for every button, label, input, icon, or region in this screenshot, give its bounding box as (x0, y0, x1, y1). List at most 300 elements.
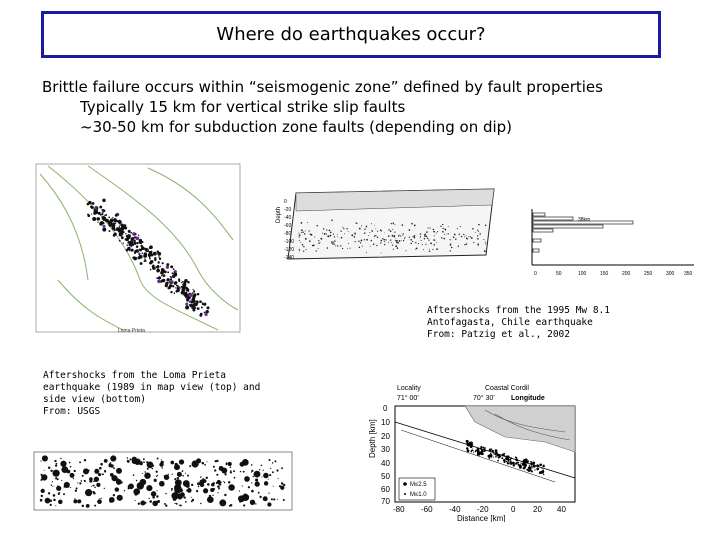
event-dot (226, 462, 228, 464)
event-dot (324, 233, 326, 235)
event-dot (255, 503, 257, 505)
loma-prieta-map-figure (28, 160, 246, 338)
section-y-label: Depth [km] (368, 419, 377, 458)
legend-entry: M≤1.0 (410, 492, 427, 498)
event-dot (55, 464, 57, 466)
event-dot (172, 272, 174, 274)
event-dot (187, 475, 189, 477)
event-dot (136, 245, 139, 248)
event-dot (214, 469, 216, 471)
event-dot (63, 493, 65, 495)
y-tick: 50 (381, 472, 390, 481)
event-dot (144, 471, 146, 473)
event-dot (477, 453, 480, 456)
event-dot (102, 199, 105, 202)
event-dot (393, 249, 394, 250)
event-dot (420, 233, 421, 234)
event-dot (433, 229, 435, 231)
event-dot (263, 470, 264, 471)
event-dot (263, 496, 268, 501)
caption-line: Antofagasta, Chile earthquake (427, 317, 593, 328)
event-dot (357, 223, 358, 224)
event-dot (179, 459, 184, 464)
event-dot (61, 466, 68, 473)
event-dot (394, 237, 395, 238)
event-dot (74, 470, 76, 472)
event-dot (251, 482, 252, 483)
event-dot (404, 237, 405, 238)
event-dot (337, 245, 338, 246)
event-dot (311, 234, 313, 236)
event-dot (79, 482, 81, 484)
loma-prieta-side-view-figure (28, 448, 298, 518)
loma-map-svg (28, 160, 246, 338)
event-dot (48, 492, 50, 494)
event-dot (238, 495, 245, 502)
event-dot (216, 460, 218, 462)
event-dot (453, 236, 455, 238)
event-dot (206, 306, 209, 309)
event-dot (543, 465, 545, 467)
event-dot (119, 240, 121, 242)
event-dot (436, 248, 438, 250)
event-dot (400, 236, 401, 237)
event-dot (450, 250, 451, 251)
event-dot (56, 463, 58, 465)
event-dot (181, 286, 183, 288)
event-dot (426, 231, 428, 233)
event-dot (507, 462, 509, 464)
event-dot (128, 485, 132, 489)
event-dot (470, 445, 473, 448)
event-dot (429, 251, 430, 252)
event-dot (172, 285, 174, 287)
caption-line: From: Patzig et al., 2002 (427, 329, 570, 340)
event-dot (48, 466, 50, 468)
event-dot (382, 238, 383, 239)
event-dot (394, 235, 395, 236)
lon-right-label: 70° 30' (473, 395, 495, 402)
event-dot (228, 481, 230, 483)
event-dot (102, 211, 104, 213)
legend-entry: M≤2.5 (410, 482, 427, 488)
event-dot (122, 242, 124, 244)
event-dot (182, 470, 184, 472)
event-dot (306, 249, 307, 250)
event-dot (424, 234, 425, 235)
depth-tick: -100 (284, 239, 295, 245)
event-dot (485, 224, 487, 226)
lon-left-label: 71° 00' (397, 395, 419, 402)
event-dot (130, 246, 132, 248)
caption-line: Aftershocks from the 1995 Mw 8.1 (427, 305, 611, 316)
depth-tick: -60 (284, 223, 292, 229)
event-dot (409, 229, 411, 231)
event-dot (281, 482, 283, 484)
event-dot (531, 466, 532, 467)
event-dot (371, 240, 373, 242)
event-dot (481, 452, 483, 454)
event-dot (98, 473, 101, 476)
event-dot (503, 460, 505, 462)
event-dot (101, 209, 102, 210)
event-dot (186, 294, 187, 295)
event-dot (317, 225, 318, 226)
event-dot (94, 487, 96, 489)
event-dot (131, 249, 134, 252)
event-dot (192, 289, 193, 290)
event-dot (273, 498, 275, 500)
event-dot (183, 496, 185, 498)
event-dot (507, 460, 509, 462)
event-dot (410, 239, 412, 241)
event-dot (416, 247, 418, 249)
event-dot (383, 239, 385, 241)
chile-cross-section-figure (365, 382, 581, 522)
event-dot (531, 470, 533, 472)
event-dot (119, 226, 121, 228)
event-dot (105, 214, 107, 216)
event-dot (96, 217, 100, 221)
event-dot (434, 240, 435, 241)
event-dot (261, 465, 263, 467)
event-dot (299, 250, 300, 251)
event-dot (473, 242, 474, 243)
event-dot (279, 485, 281, 487)
event-dot (268, 459, 270, 461)
event-dot (380, 242, 381, 243)
event-dot (391, 223, 392, 224)
event-dot (174, 497, 175, 498)
event-dot (436, 233, 437, 234)
event-dot (197, 293, 200, 296)
loma-caption (43, 370, 260, 418)
event-dot (429, 249, 430, 250)
event-dot (186, 288, 190, 292)
event-dot (146, 485, 152, 491)
event-dot (253, 476, 255, 478)
event-dot (40, 474, 42, 476)
event-dot (467, 445, 468, 446)
event-dot (73, 478, 74, 479)
event-dot (156, 471, 158, 473)
event-dot (212, 495, 213, 496)
event-dot (384, 233, 385, 234)
event-dot (152, 496, 155, 499)
event-dot (264, 481, 268, 485)
event-dot (276, 469, 278, 471)
event-dot (426, 236, 428, 238)
x-tick: 0 (511, 505, 516, 514)
event-dot (335, 245, 336, 246)
event-dot (467, 239, 468, 240)
event-dot (525, 458, 528, 461)
event-dot (119, 224, 121, 226)
event-dot (143, 458, 145, 460)
event-dot (298, 233, 299, 234)
event-dot (381, 252, 382, 253)
event-dot (183, 283, 186, 286)
event-dot (331, 241, 332, 242)
event-dot (191, 484, 193, 486)
event-dot (115, 223, 116, 224)
event-dot (322, 233, 323, 234)
event-dot (457, 228, 458, 229)
event-dot (196, 490, 198, 492)
event-dot (360, 242, 361, 243)
event-dot (152, 468, 153, 469)
event-dot (537, 469, 538, 470)
event-dot (414, 225, 416, 227)
event-dot (301, 229, 303, 231)
event-dot (161, 268, 165, 272)
event-dot (182, 288, 186, 292)
event-dot (337, 236, 338, 237)
event-dot (113, 467, 115, 469)
x-tick: -60 (421, 505, 433, 514)
event-dot (420, 236, 421, 237)
event-dot (121, 236, 124, 239)
event-dot (313, 245, 315, 247)
y-tick: 20 (381, 432, 390, 441)
event-dot (259, 469, 260, 470)
hist-tick: 350 (684, 271, 693, 277)
event-dot (354, 236, 356, 238)
event-dot (510, 463, 512, 465)
event-dot (403, 240, 404, 241)
event-dot (450, 239, 451, 240)
event-dot (115, 214, 118, 217)
event-dot (133, 488, 140, 495)
event-dot (485, 242, 486, 243)
event-dot (483, 239, 484, 240)
event-dot (448, 233, 449, 234)
event-dot (393, 222, 394, 223)
event-dot (524, 462, 526, 464)
event-dot (258, 492, 260, 494)
event-dot (244, 493, 246, 495)
depth-tick: -20 (284, 207, 292, 213)
event-dot (466, 235, 467, 236)
event-dot (127, 457, 129, 459)
event-dot (132, 459, 137, 464)
event-dot (92, 217, 96, 221)
event-dot (142, 473, 143, 474)
event-dot (40, 461, 41, 462)
event-dot (263, 473, 269, 479)
event-dot (178, 472, 180, 474)
event-dot (53, 494, 56, 497)
event-dot (167, 271, 169, 273)
event-dot (179, 499, 180, 500)
event-dot (374, 235, 375, 236)
depth-tick: -80 (284, 231, 292, 237)
event-dot (152, 267, 155, 270)
event-dot (304, 233, 305, 234)
event-dot (463, 234, 464, 235)
event-dot (421, 240, 422, 241)
event-dot (102, 225, 105, 228)
event-dot (117, 495, 123, 501)
event-dot (200, 476, 202, 478)
event-dot (524, 466, 526, 468)
chile-caption (427, 305, 610, 341)
event-dot (144, 252, 148, 256)
event-dot (330, 235, 332, 237)
event-dot (192, 297, 195, 300)
event-dot (185, 473, 186, 474)
event-dot (332, 243, 334, 245)
event-dot (84, 480, 86, 482)
event-dot (151, 251, 152, 252)
event-dot (197, 307, 199, 309)
event-dot (478, 224, 480, 226)
event-dot (193, 290, 195, 292)
event-dot (471, 237, 473, 239)
event-dot (513, 464, 516, 467)
event-dot (281, 467, 283, 469)
event-dot (477, 238, 479, 240)
event-dot (162, 262, 164, 264)
event-dot (130, 232, 132, 234)
event-dot (132, 244, 134, 246)
event-dot (170, 276, 172, 278)
event-dot (432, 249, 433, 250)
event-dot (101, 213, 103, 215)
event-dot (160, 266, 161, 267)
event-dot (493, 453, 494, 454)
event-dot (56, 474, 58, 476)
event-dot (147, 468, 149, 470)
event-dot (151, 254, 153, 256)
event-dot (190, 297, 191, 298)
event-dot (318, 248, 319, 249)
event-dot (302, 231, 304, 233)
event-dot (422, 244, 423, 245)
event-dot (359, 246, 361, 248)
event-dot (136, 480, 137, 481)
event-dot (466, 243, 468, 245)
event-dot (395, 245, 397, 247)
event-dot (44, 470, 45, 471)
event-dot (364, 229, 365, 230)
hist-tick: 150 (600, 271, 609, 277)
event-dot (134, 250, 137, 253)
event-dot (268, 492, 269, 493)
event-dot (388, 242, 389, 243)
loma-place-label: Loma Prieta (118, 328, 145, 334)
depth-tick: -40 (284, 215, 292, 221)
event-dot (68, 486, 69, 487)
event-dot (70, 466, 72, 468)
event-dot (390, 230, 392, 232)
event-dot (299, 240, 300, 241)
event-dot (521, 466, 522, 467)
event-dot (530, 463, 532, 465)
event-dot (94, 206, 97, 209)
event-dot (485, 243, 486, 244)
event-dot (392, 229, 393, 230)
event-dot (203, 488, 208, 493)
event-dot (199, 300, 202, 303)
event-dot (395, 238, 396, 239)
event-dot (466, 440, 469, 443)
event-dot (156, 495, 158, 497)
event-dot (140, 479, 147, 486)
event-dot (316, 250, 317, 251)
event-dot (164, 271, 167, 274)
event-dot (74, 498, 75, 499)
event-dot (510, 457, 512, 459)
event-dot (303, 251, 304, 252)
section-x-label: Distance [km] (457, 514, 506, 522)
caption-line: side view (bottom) (43, 394, 146, 405)
event-dot (104, 471, 106, 473)
event-dot (536, 464, 539, 467)
event-dot (161, 467, 163, 469)
event-dot (126, 249, 129, 252)
event-dot (495, 456, 497, 458)
event-dot (62, 462, 63, 463)
event-dot (56, 486, 61, 491)
event-dot (444, 234, 445, 235)
event-dot (437, 231, 438, 232)
event-dot (355, 241, 356, 242)
event-dot (308, 230, 309, 231)
event-dot (182, 475, 184, 477)
event-dot (446, 234, 447, 235)
event-dot (140, 245, 142, 247)
event-dot (528, 467, 531, 470)
event-dot (161, 461, 164, 464)
event-dot (189, 300, 191, 302)
event-dot (273, 486, 274, 487)
event-dot (358, 241, 359, 242)
event-dot (204, 464, 206, 466)
event-dot (277, 499, 278, 500)
event-dot (41, 489, 45, 493)
event-dot (193, 306, 196, 309)
event-dot (94, 469, 99, 474)
event-dot (156, 490, 157, 491)
event-dot (333, 233, 334, 234)
event-dot (512, 462, 515, 465)
event-dot (451, 247, 453, 249)
x-tick: -20 (477, 505, 489, 514)
y-tick: 70 (381, 497, 390, 506)
event-dot (334, 243, 335, 244)
event-dot (272, 462, 274, 464)
event-dot (329, 230, 331, 232)
event-dot (108, 216, 110, 218)
depth-axis-label: Depth (276, 206, 282, 223)
event-dot (543, 474, 544, 475)
event-dot (428, 239, 429, 240)
event-dot (139, 240, 143, 244)
event-dot (79, 461, 81, 463)
event-dot (478, 243, 479, 244)
event-dot (147, 249, 148, 250)
event-dot (187, 281, 190, 284)
event-dot (272, 471, 274, 473)
event-dot (444, 228, 446, 230)
event-dot (124, 224, 126, 226)
event-dot (109, 463, 110, 464)
event-dot (151, 491, 156, 496)
event-dot (472, 448, 473, 449)
event-dot (233, 470, 235, 472)
event-dot (319, 242, 320, 243)
